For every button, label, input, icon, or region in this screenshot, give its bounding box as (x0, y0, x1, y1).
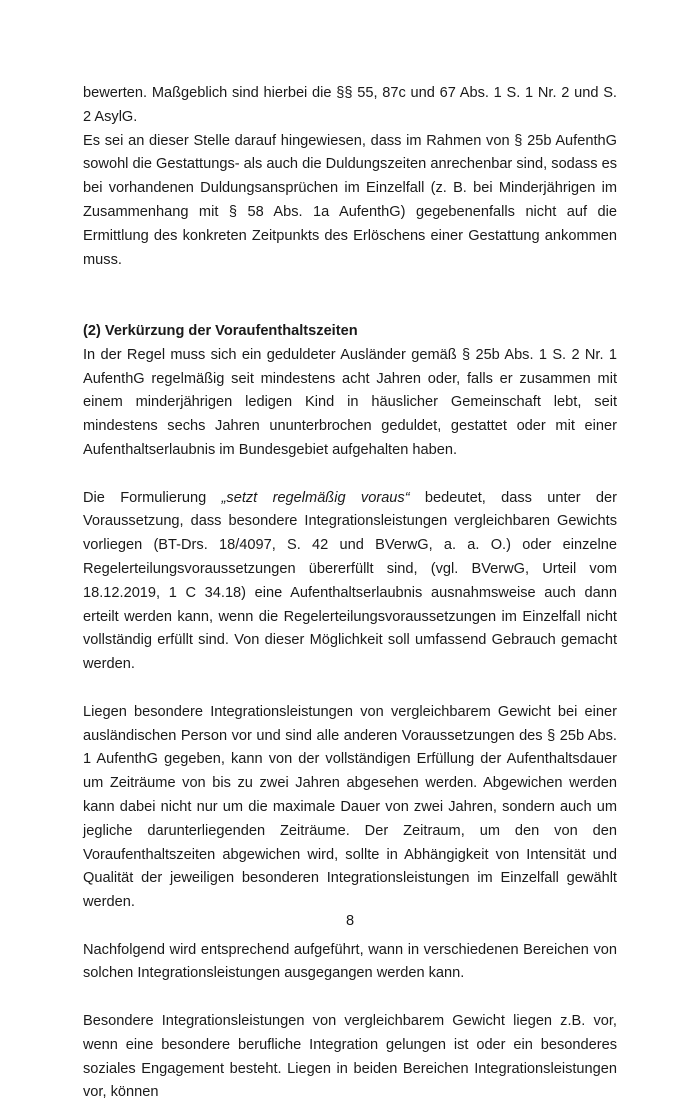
paragraph-asylg-reference: bewerten. Maßgeblich sind hierbei die §§ 55, 87c und 67 Abs. 1 S. 1 Nr. 2 und S. 2 AsylG. (83, 85, 617, 125)
paragraph-integrationsleistungen: Liegen besondere Integrationsleistungen von vergleichbarem Gewicht bei einer ausländischen Person vor und sind alle anderen Voraussetzungen des § 25b Abs. 1 AufenthG gegeben, kann von der vollständigen Erfüllung der Aufenthaltsdauer um Zeiträume von bis zu zwei Jahren abgesehen werden. Abgewichen werden kann dabei nicht nur um die maximale Dauer von zwei Jahren, sondern auch um jegliche darunterliegenden Zeiträume. Der Zeitraum, um den von den Voraufenthaltszeiten abgewichen wird, sollte in Abhängigkeit von Intensität und Qualität der jeweiligen besonderen Integrationsleistungen im Einzelfall gewählt werden. (83, 703, 617, 911)
paragraph-besondere-leistungen: Besondere Integrationsleistungen von vergleichbarem Gewicht liegen z.B. vor, wenn eine besondere berufliche Integration gelungen ist oder ein besonderes soziales Engagement besteht. Liegen in beiden Bereichen Integrationsleistungen vor, können (83, 1013, 617, 1101)
formulierung-lead: Die Formulierung (83, 489, 222, 506)
paragraph-regel-aufenthalt: In der Regel muss sich ein geduldeter Ausländer gemäß § 25b Abs. 1 S. 2 Nr. 1 AufenthG regelmäßig seit mindestens acht Jahren oder, falls er zusammen mit einem minderjährigen ledigen Kind in häuslicher Gemeinschaft lebt, seit mindestens sechs Jahren ununterbrochen geduldet, gestattet oder mit einer Aufenthaltserlaubnis im Bundesgebiet aufgehalten haben. (83, 346, 617, 458)
formulierung-quote: „setzt regelmäßig voraus“ (221, 489, 410, 506)
document-body (83, 82, 617, 1105)
paragraph-nachfolgend: Nachfolgend wird entsprechend aufgeführt, wann in verschiedenen Bereichen von solchen Integrationsleistungen ausgegangen werden kann. (83, 941, 617, 982)
paragraph-formulierung (83, 487, 617, 677)
section-heading: (2) Verkürzung der Voraufenthaltszeiten (83, 322, 358, 339)
page-number: 8 (345, 913, 355, 929)
formulierung-rest: bedeutet, dass unter der Voraussetzung, dass besondere Integrationsleistungen vergleichbaren Gewichts vorliegen (BT-Drs. 18/4097, S. 42 und BVerwG, a. a. O.) oder einzelne Regelerteilungsvoraussetzungen übererfüllt sind, (vgl. BVerwG, Urteil vom 18.12.2019, 1 C 34.18) eine Aufenthaltserlaubnis ausnahmsweise auch dann erteilt werden kann, wenn die Regelerteilungsvoraussetzungen im Einzelfall nicht vollständig erfüllt sind. Von dieser Möglichkeit soll umfassend Gebrauch gemacht werden. (83, 489, 618, 673)
paragraph-duldungszeiten: Es sei an dieser Stelle darauf hingewiesen, dass im Rahmen von § 25b AufenthG sowohl die Gestattungs- als auch die Duldungszeiten anrechenbar sind, sodass es bei vorhandenen Duldungsansprüchen im Einzelfall (z. B. bei Minderjährigen im Zusammenhang mit § 58 Abs. 1a AufenthG) gegebenenfalls nicht auf die Ermittlung des konkreten Zeitpunkts des Erlöschens einer Gestattung ankommen muss. (83, 132, 617, 268)
